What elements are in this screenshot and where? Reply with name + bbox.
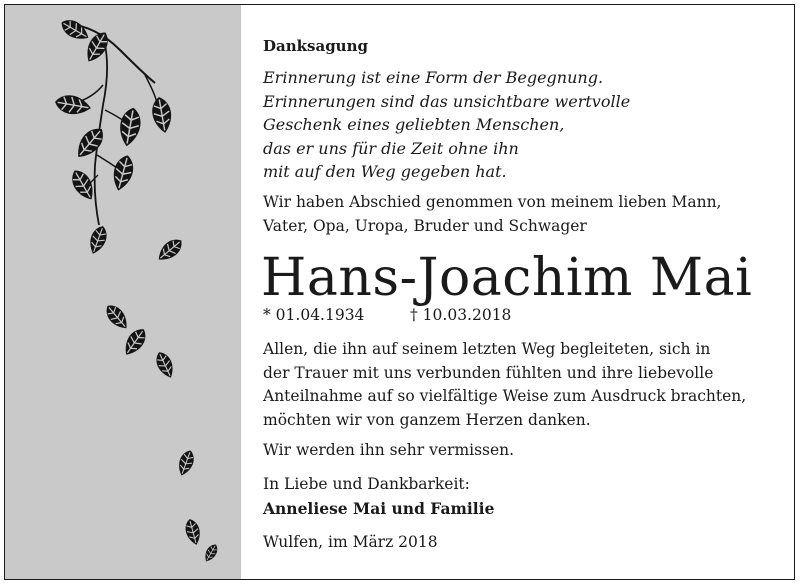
intro-line: Wir haben Abschied genommen von meinem lieben Mann, bbox=[263, 193, 722, 211]
family-signature: Anneliese Mai und Familie bbox=[263, 499, 495, 518]
death-date: † 10.03.2018 bbox=[410, 306, 512, 324]
poem-line: Geschenk eines geliebten Menschen, bbox=[263, 115, 565, 134]
birth-date: * 01.04.1934 bbox=[263, 306, 365, 324]
thanks-line: möchten wir von ganzem Herzen danken. bbox=[263, 410, 591, 429]
falling-leaves-illustration bbox=[5, 5, 241, 579]
thanks-line: Allen, die ihn auf seinem letzten Weg begleiteten, sich in bbox=[263, 340, 711, 358]
love-text: In Liebe und Dankbarkeit: bbox=[263, 475, 470, 493]
deceased-name: Hans-Joachim Mai bbox=[261, 248, 753, 308]
poem-line: Erinnerung ist eine Form der Begegnung. bbox=[263, 68, 604, 87]
heading: Danksagung bbox=[263, 37, 368, 55]
place-date: Wulfen, im März 2018 bbox=[263, 533, 438, 551]
intro-line: Vater, Opa, Uropa, Bruder und Schwager bbox=[263, 216, 587, 235]
leaf-panel bbox=[5, 5, 241, 579]
thanks-line: Anteilnahme auf so vielfältige Weise zum Ausdruck brachten, bbox=[263, 387, 747, 405]
life-dates bbox=[263, 304, 512, 326]
miss-text: Wir werden ihn sehr vermissen. bbox=[263, 441, 515, 459]
poem-line: mit auf den Weg gegeben hat. bbox=[263, 162, 507, 181]
poem bbox=[263, 66, 630, 184]
intro-text bbox=[263, 191, 721, 238]
thanks-line: der Trauer mit uns verbunden fühlten und ihre liebevolle bbox=[263, 363, 714, 382]
thanks-text bbox=[263, 338, 746, 432]
poem-line: das er uns für die Zeit ohne ihn bbox=[263, 138, 519, 158]
poem-line: Erinnerungen sind das unsichtbare wertvolle bbox=[263, 91, 631, 111]
